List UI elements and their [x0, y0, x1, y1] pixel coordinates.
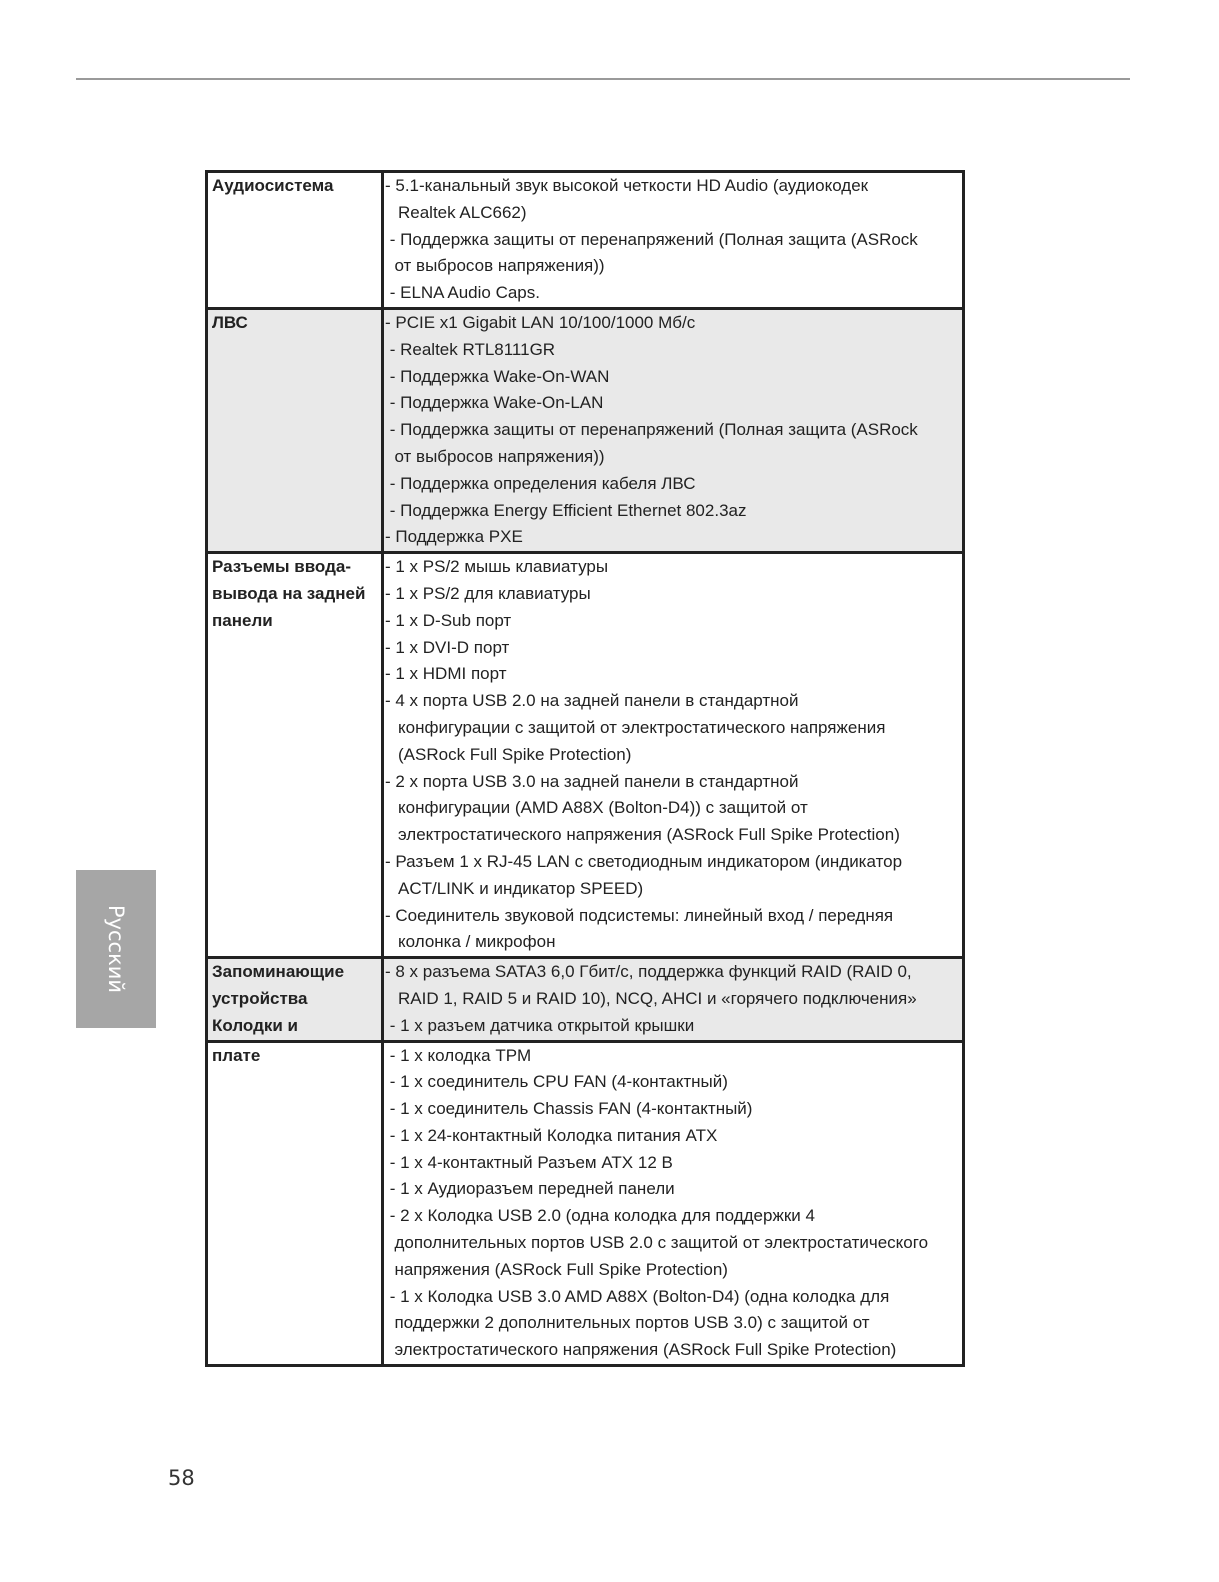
spec-row: [207, 1041, 964, 1366]
spec-value-cell: [383, 553, 964, 958]
spec-label: плате: [212, 1045, 261, 1065]
spec-line: дополнительных портов USB 2.0 с защитой от электростатического: [385, 1233, 929, 1253]
header-rule: [76, 78, 1130, 80]
spec-line: Realtek ALC662): [398, 202, 527, 222]
spec-line: конфигурации с защитой от электростатического напряжения: [398, 717, 886, 737]
spec-line: поддержки 2 дополнительных портов USB 3.0) с защитой от: [385, 1313, 870, 1333]
language-label: Русский: [104, 904, 128, 994]
spec-line: электростатического напряжения (ASRock Full Spike Protection): [398, 825, 900, 845]
spec-label-cell: [207, 958, 383, 1041]
spec-row: [207, 308, 964, 552]
spec-line: колонка / микрофон: [398, 932, 556, 952]
spec-line: от выбросов напряжения)): [385, 256, 605, 276]
spec-label-cell: [207, 1041, 383, 1366]
spec-label: Аудиосистема: [212, 176, 334, 195]
spec-line: - ELNA Audio Caps.: [385, 283, 540, 303]
spec-line: ACT/LINK и индикатор SPEED): [398, 878, 644, 898]
spec-label: вывода на задней: [212, 583, 366, 603]
spec-table: [205, 170, 965, 1367]
spec-line: электростатического напряжения (ASRock Full Spike Protection): [385, 1340, 897, 1360]
spec-line: - Поддержка Energy Efficient Ethernet 802.3az: [385, 500, 747, 520]
spec-line: - PCIE x1 Gigabit LAN 10/100/1000 Мб/с: [385, 312, 696, 332]
spec-line: напряжения (ASRock Full Spike Protection): [385, 1259, 728, 1279]
spec-line: - Поддержка защиты от перенапряжений (Полная защита (ASRock: [385, 229, 918, 249]
spec-line: - Поддержка Wake-On-LAN: [385, 393, 604, 413]
spec-line: - 1 x соединитель Chassis FAN (4-контактный): [385, 1099, 753, 1119]
spec-line: - Соединитель звуковой подсистемы: линейный вход / передняя: [385, 905, 894, 925]
spec-row: [207, 553, 964, 958]
spec-label: Разъемы ввода-: [212, 557, 351, 577]
spec-value-cell: [383, 958, 964, 1041]
spec-line: RAID 1, RAID 5 и RAID 10), NCQ, AHCI и «горячего подключения»: [398, 988, 917, 1008]
spec-line: - 1 x 4-контактный Разъем ATX 12 B: [385, 1152, 673, 1172]
spec-line: - 1 x HDMI порт: [385, 664, 507, 684]
spec-value-cell: [383, 1041, 964, 1366]
spec-line: - Поддержка защиты от перенапряжений (Полная защита (ASRock: [385, 420, 918, 440]
spec-line: - 1 x PS/2 мышь клавиатуры: [385, 557, 609, 577]
spec-label: Запоминающие: [212, 962, 345, 982]
spec-line: (ASRock Full Spike Protection): [398, 744, 632, 764]
spec-line: - 8 x разъема SATA3 6,0 Гбит/с, поддержка функций RAID (RAID 0,: [385, 962, 912, 982]
spec-label: панели: [212, 610, 273, 630]
spec-line: от выбросов напряжения)): [385, 446, 605, 466]
spec-label: ЛВС: [212, 312, 248, 332]
spec-row: [207, 172, 964, 309]
spec-row: [207, 958, 964, 1041]
spec-line: - 5.1-канальный звук высокой четкости HD Audio (аудиокодек: [385, 176, 869, 195]
spec-label: устройства: [212, 988, 308, 1008]
spec-line: - 2 x Колодка USB 2.0 (одна колодка для поддержки 4: [385, 1206, 815, 1226]
spec-label-cell: [207, 308, 383, 552]
spec-line: - Realtek RTL8111GR: [385, 339, 556, 359]
spec-line: - 1 x PS/2 для клавиатуры: [385, 583, 591, 603]
spec-line: конфигурации (AMD A88X (Bolton-D4)) с защитой от: [398, 798, 808, 818]
spec-line: - Поддержка Wake-On-WAN: [385, 366, 610, 386]
spec-line: - 1 x 24-контактный Колодка питания ATX: [385, 1125, 718, 1145]
spec-line: - 1 x соединитель CPU FAN (4-контактный): [385, 1072, 728, 1092]
spec-line: - 4 x порта USB 2.0 на задней панели в стандартной: [385, 691, 799, 711]
language-side-tab: [76, 870, 156, 1028]
spec-value-cell: [383, 308, 964, 552]
spec-line: - 1 x Колодка USB 3.0 AMD A88X (Bolton-D4) (одна колодка для: [385, 1286, 890, 1306]
spec-value-cell: [383, 172, 964, 309]
spec-line: - 2 x порта USB 3.0 на задней панели в стандартной: [385, 771, 799, 791]
spec-label: Колодки и: [212, 1015, 298, 1035]
spec-line: - 1 x колодка TPM: [385, 1045, 532, 1065]
spec-label-cell: [207, 553, 383, 958]
spec-line: - 1 x DVI-D порт: [385, 637, 510, 657]
spec-line: - 1 x D-Sub порт: [385, 610, 512, 630]
spec-line: - Поддержка PXE: [385, 527, 523, 547]
spec-line: - 1 x Аудиоразъем передней панели: [385, 1179, 675, 1199]
spec-line: - 1 x разъем датчика открытой крышки: [385, 1015, 695, 1035]
spec-line: - Поддержка определения кабеля ЛВС: [385, 473, 696, 493]
page-number: 58: [168, 1466, 195, 1490]
spec-line: - Разъем 1 x RJ-45 LAN с светодиодным индикатором (индикатор: [385, 851, 903, 871]
spec-label-cell: [207, 172, 383, 309]
